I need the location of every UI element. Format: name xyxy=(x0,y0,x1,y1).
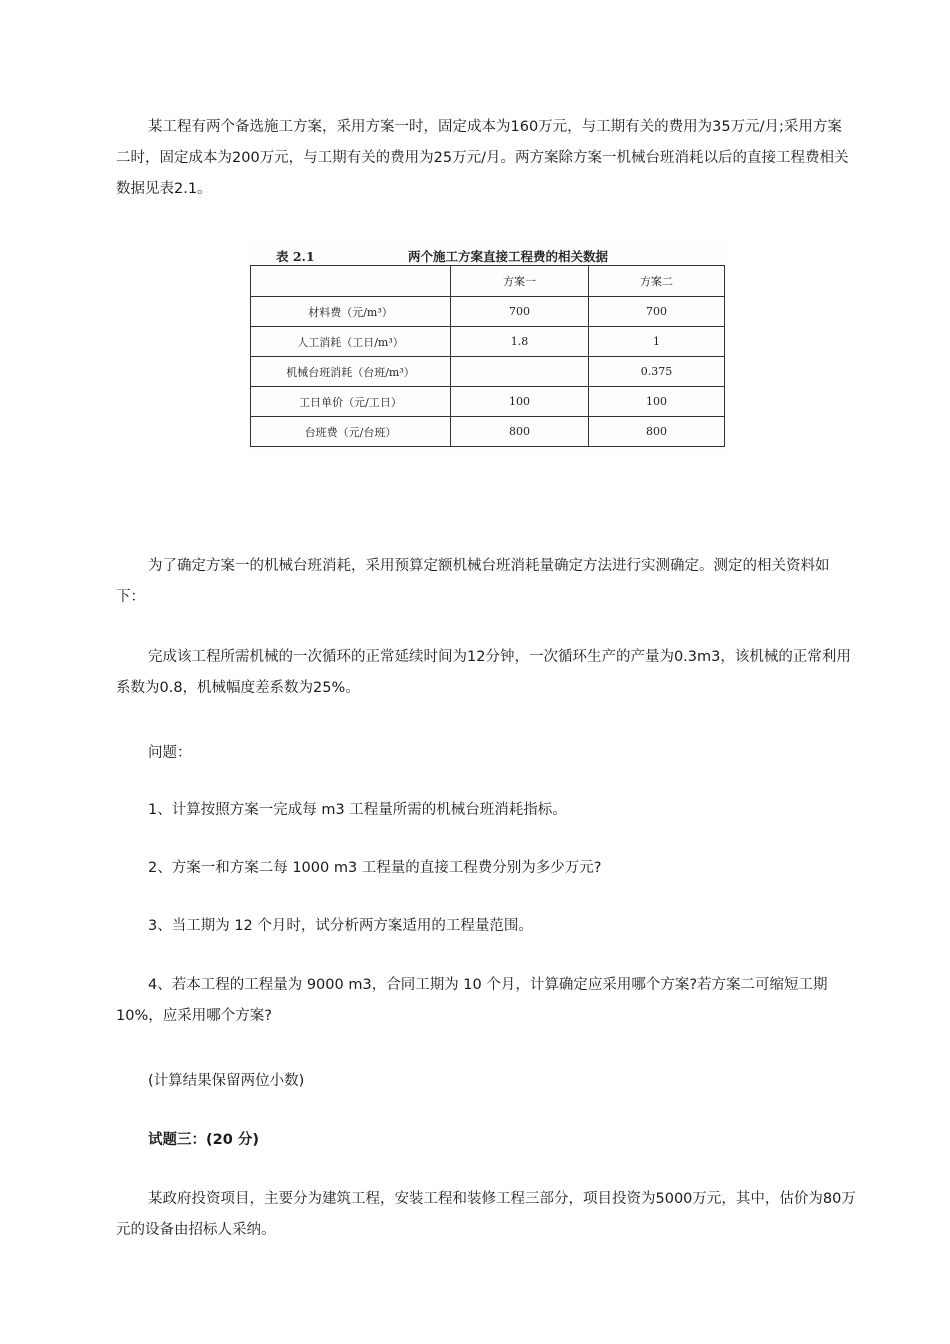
data-table xyxy=(250,265,725,447)
table-header-cell: 方案二 xyxy=(589,266,725,297)
table-cell: 工日单价（元/工日） xyxy=(251,387,451,417)
table-row xyxy=(251,387,725,417)
table-header-cell xyxy=(251,266,451,297)
data-paragraph: 完成该工程所需机械的一次循环的正常延续时间为12分钟，一次循环生产的产量为0.3m3，该机械的正常利用系数为0.8，机械幅度差系数为25%。 xyxy=(116,649,851,696)
table-cell: 800 xyxy=(589,417,725,447)
table-cell: 100 xyxy=(451,387,589,417)
table-row xyxy=(251,297,725,327)
table-caption xyxy=(250,243,726,265)
table-cell: 100 xyxy=(589,387,725,417)
table-row xyxy=(251,327,725,357)
table-cell: 机械台班消耗（台班/m³） xyxy=(251,357,451,387)
question-label: 问题： xyxy=(148,745,192,761)
table-header-cell: 方案一 xyxy=(451,266,589,297)
table-title: 两个施工方案直接工程费的相关数据 xyxy=(408,249,609,264)
table-cell: 材料费（元/m³） xyxy=(251,297,451,327)
question-1: 1、计算按照方案一完成每 m3 工程量所需的机械台班消耗指标。 xyxy=(148,802,567,818)
question-4: 4、若本工程的工程量为 9000 m3，合同工期为 10 个月，计算确定应采用哪个方案?若方案二可缩短工期 10%，应采用哪个方案? xyxy=(116,977,828,1024)
calculation-note: (计算结果保留两位小数) xyxy=(148,1073,305,1089)
section-title: 试题三：(20 分) xyxy=(148,1132,259,1148)
table-row xyxy=(251,357,725,387)
table-cell: 800 xyxy=(451,417,589,447)
table-row xyxy=(251,417,725,447)
table-cell: 人工消耗（工日/m³） xyxy=(251,327,451,357)
table-cell: 1 xyxy=(589,327,725,357)
table-cell: 700 xyxy=(451,297,589,327)
table-cell: 台班费（元/台班） xyxy=(251,417,451,447)
table-cell: 0.375 xyxy=(589,357,725,387)
table-cell xyxy=(451,357,589,387)
table-cell: 1.8 xyxy=(451,327,589,357)
table-number: 表 2.1 xyxy=(276,249,315,264)
case-paragraph: 某政府投资项目，主要分为建筑工程，安装工程和装修工程三部分，项目投资为5000万元，其中，估价为80万元的设备由招标人采纳。 xyxy=(116,1191,856,1238)
question-3: 3、当工期为 12 个月时，试分析两方案适用的工程量范围。 xyxy=(148,918,533,934)
table-header-row xyxy=(251,266,725,297)
intro-paragraph: 某工程有两个备选施工方案，采用方案一时，固定成本为160万元，与工期有关的费用为35万元/月;采用方案二时，固定成本为200万元，与工期有关的费用为25万元/月。两方案除方案一机械台班消耗以后的直接工程费相关数据见表2.1。 xyxy=(116,119,849,197)
question-2: 2、方案一和方案二每 1000 m3 工程量的直接工程费分别为多少万元? xyxy=(148,860,602,876)
method-paragraph: 为了确定方案一的机械台班消耗，采用预算定额机械台班消耗量确定方法进行实测确定。测定的相关资料如下： xyxy=(116,558,830,605)
table-cell: 700 xyxy=(589,297,725,327)
table-image xyxy=(246,243,726,457)
